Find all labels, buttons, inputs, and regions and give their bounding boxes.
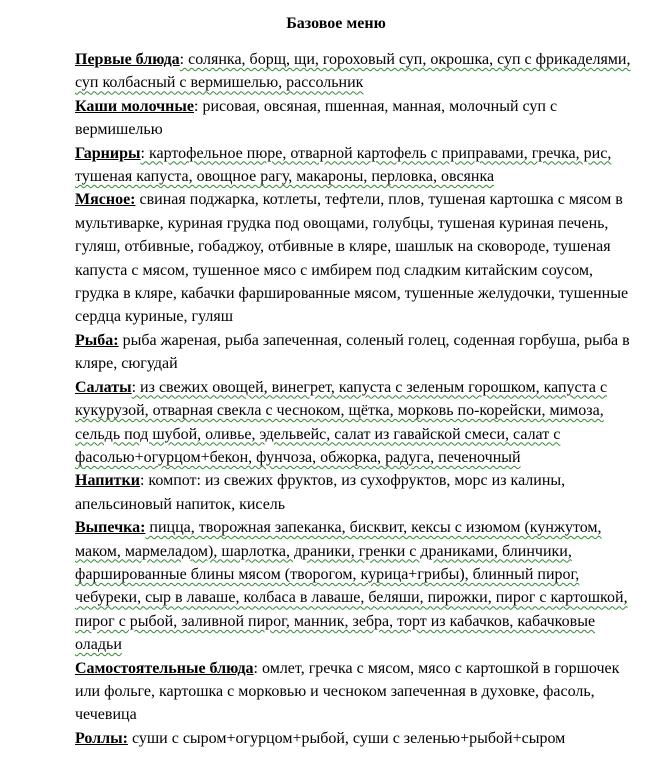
section-fish	[75, 329, 635, 376]
section-first-courses	[75, 48, 635, 95]
category-items: : компот: из свежих фруктов, из сухофруктов, морс из калины, апельсиновый напиток, кисель	[75, 472, 566, 513]
category-label: Самостоятельные блюда	[75, 659, 254, 677]
category-items: : из свежих овощей, винегрет, капуста с зеленым горошком, капуста с кукурузой, отварная свекла с чесноком, щётка, морковь по-корейски, мимоза, сельдь под шубой, оливье, эдельвейс, салат из гавайской смеси, салат с фасолью+огурцом+бекон, фунчоза, обжорка, радуга, печеночный	[75, 378, 608, 466]
category-items: : картофельное пюре, отварной картофель с приправами, гречка, рис, тушеная капуста, овощное рагу, макароны, перловка, овсянка	[75, 144, 612, 186]
section-main-dishes	[75, 657, 635, 727]
section-meat	[75, 188, 635, 328]
section-drinks	[75, 469, 635, 516]
category-label: Салаты	[75, 378, 132, 396]
section-salads	[75, 376, 635, 470]
category-items: пицца, творожная запеканка, бисквит, кексы с изюмом (кунжутом, маком, мармеладом), шарлотка, драники, гренки с драниками, блинчики, фаршированные блины мясом (творогом, курица+грибы), блинный пирог, чебуреки, сыр в лаваше, колбаса в лаваше, беляши, пирожки, пирог с картошкой, пирог с рыбой, заливной пирог, манник, зебра, торт из кабачков, кабачковые оладьи	[75, 519, 628, 654]
category-label: Выпечка:	[75, 519, 146, 537]
category-items: : омлет, гречка с мясом, мясо с картошкой в горшочек или фольге, картошка с морковью и чесноком запеченная в духовке, фасоль, чечевица	[75, 659, 620, 724]
category-label: Гарниры	[75, 144, 141, 162]
category-items: суши с сыром+огурцом+рыбой, суши с зеленью+рыбой+сыром	[127, 729, 566, 747]
category-label: Рыба:	[75, 331, 119, 349]
category-items: : рисовая, овсяная, пшенная, манная, молочный суп с вермишелью	[75, 97, 558, 139]
section-milk-porridges	[75, 95, 635, 142]
menu-content	[75, 48, 635, 750]
category-label: Роллы:	[75, 729, 128, 747]
category-label: Каши молочные	[75, 97, 194, 115]
category-items: : солянка, борщ, щи, гороховый суп, окрошка, суп с фрикаделями, суп колбасный с вермишелью, рассольник	[75, 51, 631, 92]
section-side-dishes	[75, 142, 635, 189]
category-items: свиная поджарка, котлеты, тефтели, плов, тушеная картошка с мясом в мультиварке, куриная грудка под овощами, голубцы, тушеная куриная печень, гуляш, отбивные, гобаджоу, отбивные в кляре, шашлык на сковороде, тушеная капуста с мясом, тушенное мясо с имбирем под сладким китайским соусом, грудка в кляре, кабачки фаршированные мясом, тушенные желудочки, тушенные сердца куриные, гуляш	[75, 191, 629, 326]
category-items: рыба жареная, рыба запеченная, соленый голец, соденная горбуша, рыба в кляре, сюгудай	[75, 331, 630, 373]
category-label: Напитки	[75, 472, 140, 490]
category-label: Мясное:	[75, 191, 136, 209]
section-pastry	[75, 516, 635, 656]
section-rolls	[75, 727, 635, 750]
page-title: Базовое меню	[286, 15, 386, 32]
category-label: Первые блюда	[75, 51, 180, 68]
